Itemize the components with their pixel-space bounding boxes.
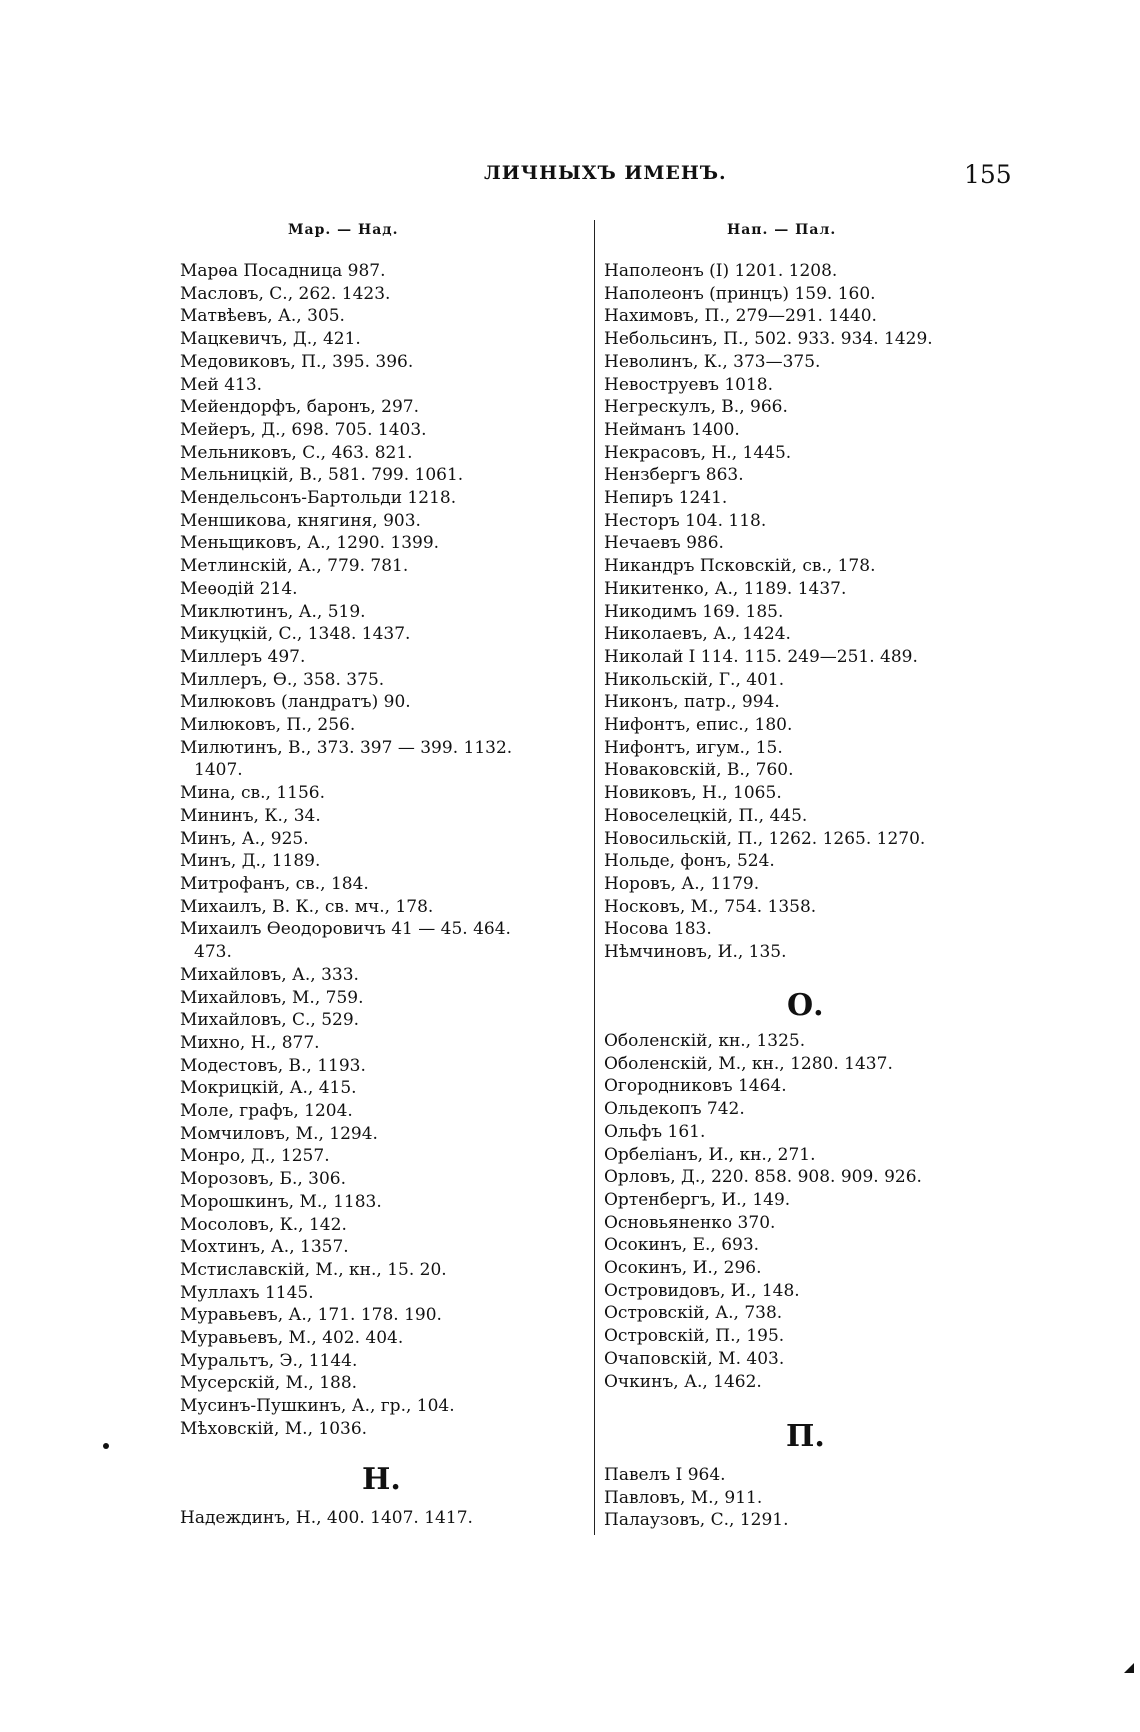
index-entry: Михайловъ, А., 333. — [180, 964, 359, 985]
index-entry: Несторъ 104. 118. — [604, 510, 767, 531]
index-entry: Михайловъ, С., 529. — [180, 1010, 360, 1031]
index-entry: Морозовъ, Б., 306. — [180, 1169, 347, 1190]
index-entry: Масловъ, С., 262. 1423. — [180, 283, 391, 304]
index-entry: Оболенскій, кн., 1325. — [604, 1031, 806, 1051]
index-entry: Михаилъ Ѳеодоровичъ 41 — 45. 464. — [180, 919, 511, 940]
index-entry: Морошкинъ, М., 1183. — [180, 1191, 382, 1212]
right-column-range: Нап. — Пал. — [727, 222, 837, 238]
index-entry: Мейеръ, Д., 698. 705. 1403. — [180, 419, 427, 440]
index-entry: Медовиковъ, П., 395. 396. — [180, 351, 414, 372]
index-entry: Никодимъ 169. 185. — [604, 601, 784, 622]
index-entry: Островскій, П., 195. — [604, 1326, 785, 1347]
index-entry: Орбеліанъ, И., кн., 271. — [604, 1144, 816, 1165]
index-entry: Меньщиковъ, А., 1290. 1399. — [180, 533, 440, 554]
left-column-range: Мар. — Над. — [288, 222, 399, 238]
index-entry: Ольфъ 161. — [604, 1121, 706, 1142]
index-entry: Нечаевъ 986. — [604, 533, 724, 554]
corner-mark — [1124, 1663, 1134, 1673]
index-entry: Никонъ, патр., 994. — [604, 692, 780, 713]
index-entry: Нахимовъ, П., 279—291. 1440. — [604, 306, 877, 327]
index-entry: Мейендорфъ, баронъ, 297. — [180, 397, 419, 418]
index-entry: Носковъ, М., 754. 1358. — [604, 896, 817, 917]
index-entry: Мина, св., 1156. — [180, 783, 325, 804]
index-entry: Мусерскій, М., 188. — [180, 1373, 358, 1394]
margin-dot — [103, 1443, 109, 1449]
index-entry: Очаповскій, М. 403. — [604, 1348, 785, 1369]
index-entry: Никитенко, А., 1189. 1437. — [604, 578, 847, 599]
index-entry: Осокинъ, Е., 693. — [604, 1235, 760, 1256]
index-entry: Новосильскій, П., 1262. 1265. 1270. — [604, 828, 926, 849]
index-entry: Непиръ 1241. — [604, 488, 728, 509]
index-entry: Муравьевъ, М., 402. 404. — [180, 1328, 404, 1349]
index-entry-continuation: 1407. — [194, 760, 243, 781]
section-n-entries — [180, 1507, 585, 1530]
index-entry: Михно, Н., 877. — [180, 1032, 320, 1053]
index-entry: Осокинъ, И., 296. — [604, 1258, 762, 1279]
left-column-entries — [180, 260, 585, 1441]
index-entry: Ортенбергъ, И., 149. — [604, 1189, 791, 1210]
index-entry: Николаевъ, А., 1424. — [604, 624, 791, 645]
index-entry: Мокрицкій, А., 415. — [180, 1078, 357, 1099]
page-number: 155 — [964, 160, 1012, 189]
index-entry: Минъ, Д., 1189. — [180, 851, 321, 872]
index-entry: Моле, графъ, 1204. — [180, 1101, 353, 1122]
index-entry: Николай I 114. 115. 249—251. 489. — [604, 646, 918, 667]
index-entry: Норовъ, А., 1179. — [604, 873, 760, 894]
index-entry: Мей 413. — [180, 374, 263, 395]
index-entry: Надеждинъ, Н., 400. 1407. 1417. — [180, 1508, 473, 1528]
index-entry: Мосоловъ, К., 142. — [180, 1214, 347, 1235]
index-entry: Мстиславскій, М., кн., 15. 20. — [180, 1259, 447, 1280]
index-entry: Мѣховскій, М., 1036. — [180, 1418, 368, 1439]
index-entry: Милютинъ, В., 373. 397 — 399. 1132. — [180, 737, 513, 758]
index-entry: Меѳодій 214. — [180, 578, 298, 599]
index-entry-continuation: 473. — [194, 942, 232, 963]
index-entry: Мацкевичъ, Д., 421. — [180, 329, 361, 350]
index-entry: Ольдекопъ 742. — [604, 1099, 745, 1120]
index-entry: Момчиловъ, М., 1294. — [180, 1123, 378, 1144]
index-entry: Орловъ, Д., 220. 858. 908. 909. 926. — [604, 1167, 922, 1188]
index-entry: Микуцкій, С., 1348. 1437. — [180, 624, 411, 645]
index-entry: Матвѣевъ, А., 305. — [180, 306, 345, 327]
index-entry: Новоселецкій, П., 445. — [604, 805, 808, 826]
index-entry: Муравьевъ, А., 171. 178. 190. — [180, 1305, 442, 1326]
index-entry: Милюковъ, П., 256. — [180, 715, 356, 736]
index-entry: Некрасовъ, Н., 1445. — [604, 442, 792, 463]
index-entry: Очкинъ, А., 1462. — [604, 1371, 762, 1392]
index-entry: Мусинъ-Пушкинъ, А., гр., 104. — [180, 1396, 455, 1417]
index-entry: Милюковъ (ландратъ) 90. — [180, 692, 411, 713]
index-entry: Новаковскій, В., 760. — [604, 760, 794, 781]
index-entry: Островидовъ, И., 148. — [604, 1280, 800, 1301]
index-entry: Островскій, А., 738. — [604, 1303, 783, 1324]
index-entry: Нейманъ 1400. — [604, 419, 740, 440]
index-entry: Небольсинъ, П., 502. 933. 934. 1429. — [604, 329, 933, 350]
index-entry: Никандръ Псковскій, св., 178. — [604, 556, 876, 577]
index-entry: Носова 183. — [604, 919, 712, 940]
index-entry: Наполеонъ (I) 1201. 1208. — [604, 261, 838, 281]
index-entry: Нѣмчиновъ, И., 135. — [604, 942, 787, 963]
section-letter-o: О. — [787, 988, 824, 1023]
index-entry: Монро, Д., 1257. — [180, 1146, 330, 1167]
page-header-title: ЛИЧНЫХЪ ИМЕНЪ. — [484, 162, 727, 184]
section-p-entries — [604, 1464, 1004, 1532]
index-entry: Мельницкій, В., 581. 799. 1061. — [180, 465, 464, 486]
index-entry: Нольде, фонъ, 524. — [604, 851, 775, 872]
index-entry: Михаилъ, В. К., св. мч., 178. — [180, 896, 434, 917]
section-letter-p: П. — [786, 1419, 825, 1454]
index-entry: Муллахъ 1145. — [180, 1282, 314, 1303]
index-entry: Оболенскій, М., кн., 1280. 1437. — [604, 1053, 893, 1074]
index-entry: Муральтъ, Э., 1144. — [180, 1350, 358, 1371]
index-entry: Негрескулъ, В., 966. — [604, 397, 788, 418]
index-entry: Огородниковъ 1464. — [604, 1076, 787, 1097]
index-entry: Минъ, А., 925. — [180, 828, 309, 849]
index-entry: Невоструевъ 1018. — [604, 374, 774, 395]
index-entry: Нифонтъ, епис., 180. — [604, 715, 793, 736]
index-entry: Мендельсонъ-Бартольди 1218. — [180, 488, 457, 509]
index-entry: Марѳа Посадница 987. — [180, 261, 386, 281]
index-entry: Митрофанъ, св., 184. — [180, 873, 369, 894]
column-divider — [594, 220, 595, 1535]
index-entry: Модестовъ, В., 1193. — [180, 1055, 366, 1076]
index-entry: Метлинскій, А., 779. 781. — [180, 556, 409, 577]
index-entry: Мохтинъ, А., 1357. — [180, 1237, 349, 1258]
index-entry: Михайловъ, М., 759. — [180, 987, 364, 1008]
index-entry: Основьяненко 370. — [604, 1212, 776, 1233]
index-entry: Павловъ, М., 911. — [604, 1487, 763, 1508]
index-entry: Мининъ, К., 34. — [180, 805, 321, 826]
index-entry: Никольскій, Г., 401. — [604, 669, 785, 690]
index-entry: Новиковъ, Н., 1065. — [604, 783, 782, 804]
index-entry: Палаузовъ, С., 1291. — [604, 1510, 789, 1531]
index-entry: Нифонтъ, игум., 15. — [604, 737, 783, 758]
index-entry: Миллеръ 497. — [180, 646, 306, 667]
index-entry: Павелъ I 964. — [604, 1465, 726, 1485]
index-entry: Нензбергъ 863. — [604, 465, 744, 486]
right-column-entries — [604, 260, 1004, 964]
index-entry: Миклютинъ, А., 519. — [180, 601, 366, 622]
section-letter-n: Н. — [362, 1462, 401, 1497]
index-entry: Неволинъ, К., 373—375. — [604, 351, 821, 372]
index-entry: Мельниковъ, С., 463. 821. — [180, 442, 413, 463]
index-entry: Меншикова, княгиня, 903. — [180, 510, 421, 531]
section-o-entries — [604, 1030, 1004, 1393]
index-entry: Миллеръ, Ѳ., 358. 375. — [180, 669, 385, 690]
index-entry: Наполеонъ (принцъ) 159. 160. — [604, 283, 876, 304]
